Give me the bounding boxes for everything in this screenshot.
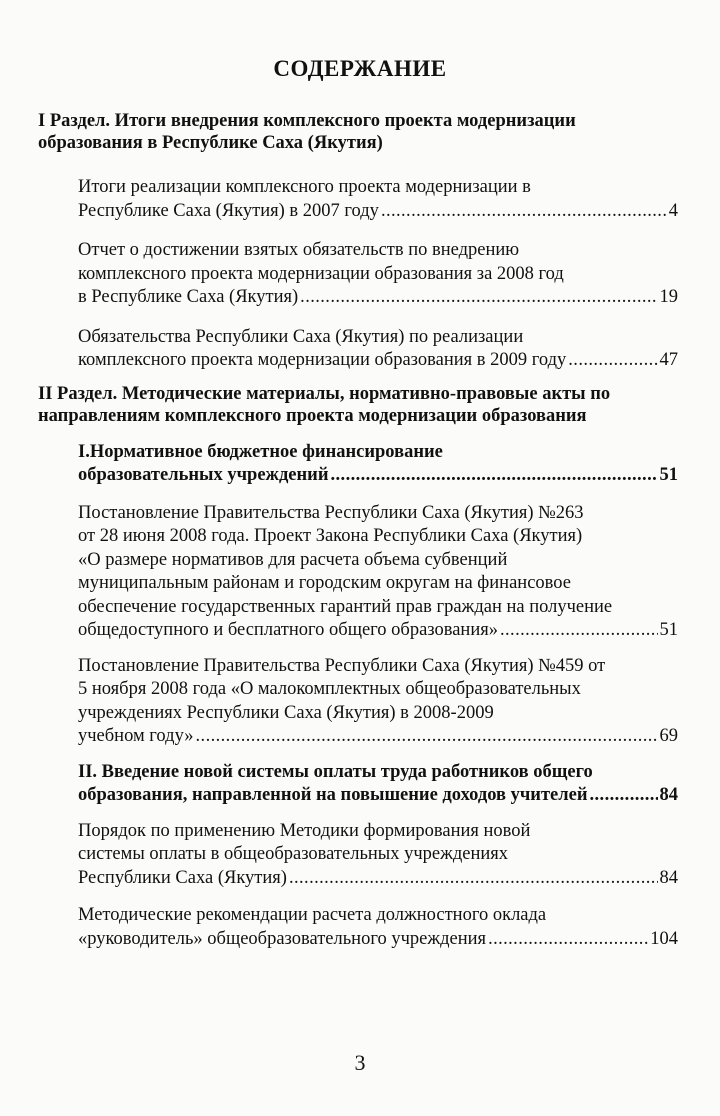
dot-leader — [196, 725, 658, 749]
toc-subsection-entry[interactable] — [78, 761, 678, 808]
toc-entry-line: «О размере нормативов для расчета объема субвенций — [78, 549, 508, 570]
toc-entry-last-line — [78, 464, 678, 488]
toc-page-number: 4 — [668, 200, 678, 221]
dot-leader — [590, 784, 658, 808]
toc-page-number: 69 — [659, 726, 678, 746]
section-2-heading-line: направлениям комплексного проекта модернизации образования — [38, 405, 587, 426]
toc-entry-line: комплексного проекта модернизации образования за 2008 год — [78, 263, 564, 284]
toc-subsection-entry[interactable] — [78, 441, 678, 488]
toc-entry-line: Отчет о достижении взятых обязательств по внедрению — [78, 240, 520, 260]
toc-entry-text: «руководитель» общеобразовательного учреждения — [78, 928, 487, 949]
dot-leader — [289, 867, 658, 891]
dot-leader — [300, 286, 657, 310]
toc-entry[interactable] — [78, 502, 678, 643]
toc-entry-line: системы оплаты в общеобразовательных учреждениях — [78, 844, 509, 864]
toc-entry-text: в Республике Саха (Якутия) — [78, 287, 299, 307]
toc-entry[interactable] — [78, 820, 678, 891]
dot-leader — [331, 464, 658, 488]
toc-entry-last-line — [78, 200, 678, 224]
toc-page-number: 47 — [659, 350, 678, 370]
toc-entry-last-line — [78, 349, 678, 373]
toc-page-number: 51 — [659, 620, 678, 640]
toc-entry-line: Методические рекомендации расчета должностного оклада — [78, 905, 547, 925]
toc-entry-last-line — [78, 867, 678, 891]
page-number: 3 — [354, 1050, 366, 1075]
dot-leader — [568, 349, 657, 373]
toc-entry-last-line — [78, 725, 678, 749]
section-2-heading-line: II Раздел. Методические материалы, нормативно-правовые акты по — [38, 383, 611, 404]
toc-entry-line: Порядок по применению Методики формирования новой — [78, 820, 531, 841]
page-title: СОДЕРЖАНИЕ — [273, 56, 447, 81]
section-1-heading — [38, 110, 678, 154]
toc-page-number: 51 — [659, 465, 678, 485]
toc-entry-line: 5 ноября 2008 года «О малокомплектных общеобразовательных — [78, 679, 581, 699]
toc-entry[interactable] — [78, 904, 678, 951]
toc-page-number: 84 — [659, 867, 678, 888]
toc-entry-text: комплексного проекта модернизации образования в 2009 году — [78, 350, 567, 370]
toc-entry-line: муниципальным районам и городским округам на финансовое — [78, 573, 571, 593]
toc-entry-last-line — [78, 784, 678, 808]
toc-page-number: 19 — [659, 287, 678, 307]
toc-entry-last-line — [78, 286, 678, 310]
toc-entry-line: Обязательства Республики Саха (Якутия) по реализации — [78, 326, 524, 347]
section-1-heading-line: образования в Республике Саха (Якутия) — [38, 133, 383, 153]
toc-entry-line: обеспечение государственных гарантий прав граждан на получение — [78, 596, 613, 617]
toc-entry-line: Постановление Правительства Республики Саха (Якутия) №263 — [78, 502, 584, 523]
toc-entry-text: образования, направленной на повышение доходов учителей — [78, 785, 588, 805]
toc-entry[interactable] — [78, 655, 678, 749]
toc-entry[interactable] — [78, 239, 678, 310]
toc-entry-text: Республики Саха (Якутия) — [78, 867, 287, 888]
toc-page-number: 104 — [650, 928, 678, 949]
toc-entry[interactable] — [78, 176, 678, 223]
toc-entry-line: Итоги реализации комплексного проекта модернизации в — [78, 177, 531, 197]
toc-entry-text: общедоступного и бесплатного общего образования» — [78, 620, 498, 640]
dot-leader — [500, 619, 658, 643]
toc-entry-text: образовательных учреждений — [78, 465, 329, 485]
toc-entry[interactable] — [78, 326, 678, 373]
section-2-heading — [38, 383, 678, 427]
toc-entry-line: от 28 июня 2008 года. Проект Закона Республики Саха (Якутия) — [78, 526, 583, 546]
toc-entry-line: I.Нормативное бюджетное финансирование — [78, 441, 443, 462]
section-1-heading-line: I Раздел. Итоги внедрения комплексного проекта модернизации — [38, 111, 576, 131]
toc-entry-line: учреждениях Республики Саха (Якутия) в 2008-2009 — [78, 702, 494, 723]
toc-entry-line: Постановление Правительства Республики Саха (Якутия) №459 от — [78, 655, 606, 676]
toc-page-number: 84 — [659, 785, 678, 805]
toc-entry-last-line — [78, 928, 678, 952]
toc-entry-line: II. Введение новой системы оплаты труда работников общего — [78, 761, 593, 782]
dot-leader — [381, 200, 667, 224]
toc-entry-text: Республике Саха (Якутия) в 2007 году — [78, 200, 379, 221]
dot-leader — [488, 928, 648, 952]
toc-entry-text: учебном году» — [78, 726, 194, 746]
toc-entry-last-line — [78, 619, 678, 643]
table-of-contents — [38, 110, 678, 951]
